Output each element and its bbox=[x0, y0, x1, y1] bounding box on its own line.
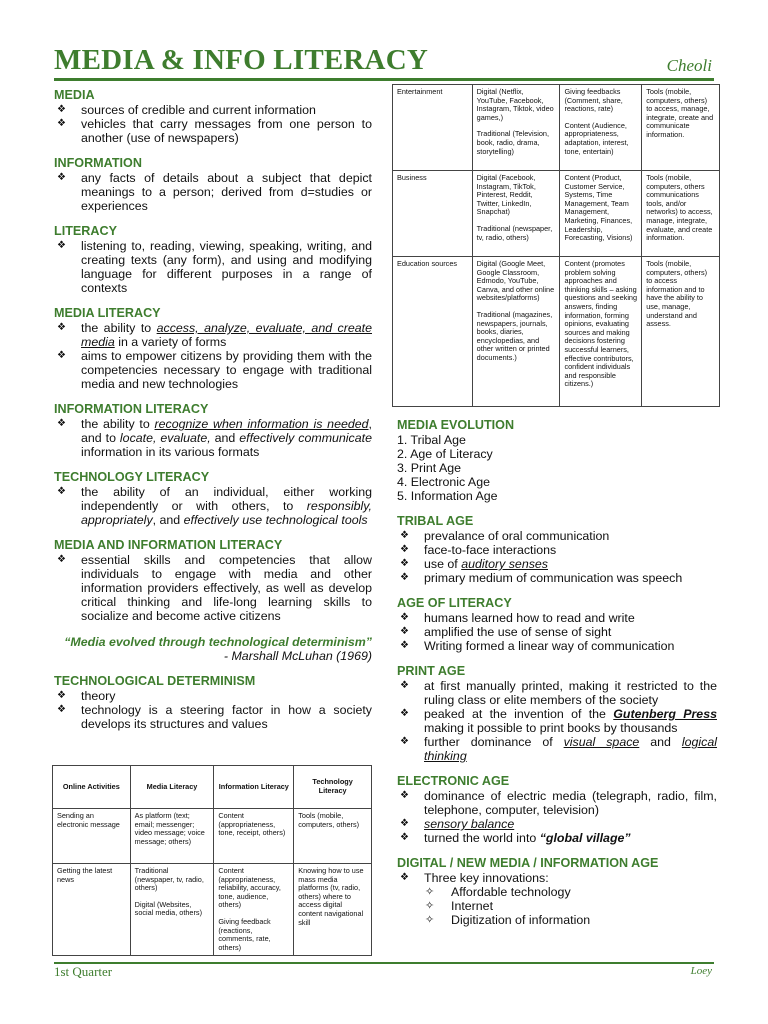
quote-author: - Marshall McLuhan (1969) bbox=[223, 649, 372, 663]
heading-print-age: PRINT AGE bbox=[397, 664, 466, 678]
heading-media: MEDIA bbox=[54, 88, 95, 102]
text-segment: use of bbox=[424, 557, 462, 571]
table-row bbox=[53, 809, 372, 864]
heading-literacy: LITERACY bbox=[54, 224, 117, 238]
list-item: ❖ listening to, reading, viewing, speaking, writing, and creating texts (any form), and using and modifying language for different purposes in a range of contexts bbox=[54, 239, 372, 295]
heading-digital-age: DIGITAL / NEW MEDIA / INFORMATION AGE bbox=[397, 856, 659, 870]
text-segment: the ability to bbox=[81, 321, 157, 335]
cell-text: Content (Audience, appropriateness, adaptation, interest, tone, entertain) bbox=[564, 120, 629, 156]
information-list bbox=[54, 171, 372, 213]
list-item: ❖ technology is a steering factor in how a society develops its structures and values bbox=[54, 703, 372, 731]
heading-information-literacy: INFORMATION LITERACY bbox=[54, 402, 209, 416]
table-cell bbox=[560, 257, 642, 407]
table-row bbox=[53, 864, 372, 956]
list-item: ❖ face-to-face interactions bbox=[397, 543, 717, 557]
list-item: ❖ prevalance of oral communication bbox=[397, 529, 717, 543]
list-item: ❖ humans learned how to read and write bbox=[397, 611, 717, 625]
text-segment: in a variety of forms bbox=[114, 335, 227, 349]
cell-text: Content (appropriateness, tone, receipt, others) bbox=[218, 811, 286, 838]
list-item: 3. Print Age bbox=[397, 461, 462, 475]
table-cell bbox=[560, 85, 642, 171]
cell-text: Digital (Google Meet, Google Classroom, Edmodo, YouTube, Canva, and other online websites/platforms) bbox=[476, 259, 555, 303]
cell-text: Content (Product, Customer Service, Systems, Time Management, Team Management, Marketing, Finances, Leadership, Forecasting, Visions) bbox=[564, 173, 633, 243]
list-item: ✧ Affordable technology bbox=[397, 885, 717, 899]
table-cell bbox=[130, 809, 214, 864]
list-item: ❖ any facts of details about a subject that depict meanings to a person; derived from d=studies or experiences bbox=[54, 171, 372, 213]
text-segment: the ability to bbox=[81, 417, 155, 431]
emphasis-text: sensory balance bbox=[424, 817, 515, 831]
media-list bbox=[54, 103, 372, 145]
table-cell bbox=[214, 809, 294, 864]
list-item bbox=[397, 557, 717, 571]
literacy-age-list bbox=[397, 611, 717, 653]
tech-determinism-list bbox=[54, 689, 372, 731]
list-item bbox=[54, 485, 372, 527]
list-item: ❖ Three key innovations: bbox=[397, 871, 717, 885]
emphasis-text: auditory senses bbox=[461, 557, 548, 571]
cell-text: Knowing how to use mass media platforms (tv, radio, others) where to access digital content navigational skill bbox=[298, 866, 364, 927]
table-cell bbox=[642, 85, 720, 171]
cell-text: As platform (text; email; messenger; video message; voice message; others) bbox=[134, 811, 205, 846]
text-segment: and bbox=[639, 735, 682, 749]
list-item: 2. Age of Literacy bbox=[397, 447, 493, 461]
list-item bbox=[54, 417, 372, 459]
list-item: ❖ Writing formed a linear way of communication bbox=[397, 639, 717, 653]
list-item: ❖ at first manually printed, making it restricted to the ruling class or elite members of the society bbox=[397, 679, 717, 707]
table-cell bbox=[560, 171, 642, 257]
emphasis-text: effectively communicate bbox=[239, 431, 372, 445]
top-rule bbox=[54, 78, 714, 81]
table-cell bbox=[53, 864, 131, 956]
list-item bbox=[397, 831, 717, 845]
mil-list bbox=[54, 553, 372, 623]
list-item: ❖ essential skills and competencies that allow individuals to engage with media and other information providers effectively, as well as develop critical thinking and life-long learning skills to socialize and become active citizens bbox=[54, 553, 372, 623]
table-cell bbox=[294, 809, 372, 864]
author-name: Cheoli bbox=[666, 56, 712, 75]
cell-text: Content (appropriateness, reliability, accuracy, tone, audience, others) bbox=[218, 866, 281, 910]
heading-mil: MEDIA AND INFORMATION LITERACY bbox=[54, 538, 283, 552]
emphasis-text: recognize when information is needed bbox=[154, 417, 369, 431]
cell-text: Education sources bbox=[397, 259, 458, 268]
emphasis-text: responsibly, appropriately bbox=[81, 499, 372, 527]
list-item bbox=[397, 817, 717, 831]
electronic-list bbox=[397, 789, 717, 845]
emphasis-text: access, analyze, evaluate, and create media bbox=[81, 321, 372, 349]
innovations-list bbox=[397, 885, 717, 927]
table-cell bbox=[393, 257, 473, 407]
text-segment: , and to bbox=[81, 417, 372, 445]
list-item: ✧ Digitization of information bbox=[397, 913, 717, 927]
bottom-rule bbox=[54, 962, 714, 964]
emphasis-text: logical thinking bbox=[424, 735, 718, 763]
column-header: Information Literacy bbox=[214, 766, 294, 809]
cell-text: Tools (mobile, computers, others) to access information and to have the ability to use, manage, understand and assess. bbox=[646, 259, 708, 329]
text-segment: and bbox=[210, 431, 240, 445]
heading-technological-determinism: TECHNOLOGICAL DETERMINISM bbox=[54, 674, 256, 688]
information-literacy-list bbox=[54, 417, 372, 459]
emphasis-text: “global village” bbox=[539, 831, 631, 845]
cell-text: Traditional (newspaper, tv, radio, others) bbox=[134, 866, 204, 893]
list-item: 4. Electronic Age bbox=[397, 475, 490, 489]
list-item: ❖ amplified the use of sense of sight bbox=[397, 625, 717, 639]
table-row bbox=[393, 85, 720, 171]
cell-text: Business bbox=[397, 173, 427, 182]
heading-tribal-age: TRIBAL AGE bbox=[397, 514, 474, 528]
context-table bbox=[392, 84, 720, 407]
footer-quarter: 1st Quarter bbox=[54, 964, 113, 979]
cell-text: Getting the latest news bbox=[57, 866, 113, 884]
list-item: ❖ aims to empower citizens by providing them with the competencies necessary to engage with traditional media and new technologies bbox=[54, 349, 372, 391]
table-row bbox=[393, 171, 720, 257]
list-item: ❖ vehicles that carry messages from one person to another (use of newspapers) bbox=[54, 117, 372, 145]
table-cell bbox=[393, 85, 473, 171]
table-cell bbox=[472, 257, 560, 407]
cell-text: Tools (mobile, computers, others) bbox=[298, 811, 360, 829]
list-item: ❖ sources of credible and current information bbox=[54, 103, 372, 117]
heading-electronic-age: ELECTRONIC AGE bbox=[397, 774, 510, 788]
tribal-list bbox=[397, 529, 717, 585]
table-cell bbox=[294, 864, 372, 956]
cell-text: Giving feedback (reactions, comments, rate, others) bbox=[218, 916, 271, 952]
text-segment: further dominance of bbox=[424, 735, 564, 749]
table-cell bbox=[472, 171, 560, 257]
table-cell bbox=[214, 864, 294, 956]
print-list bbox=[397, 679, 717, 763]
table-header-row bbox=[53, 766, 372, 809]
cell-text: Entertainment bbox=[397, 87, 443, 96]
heading-information: INFORMATION bbox=[54, 156, 142, 170]
list-item: ❖ theory bbox=[54, 689, 372, 703]
column-header: Online Activities bbox=[53, 766, 131, 809]
list-item bbox=[397, 735, 717, 763]
footer-signature: Loey bbox=[690, 965, 712, 977]
right-column bbox=[397, 418, 717, 927]
list-item: ❖ primary medium of communication was speech bbox=[397, 571, 717, 585]
cell-text: Tools (mobile, computers, others) to access, manage, integrate, create and communicate information. bbox=[646, 87, 714, 139]
media-literacy-list bbox=[54, 321, 372, 391]
heading-technology-literacy: TECHNOLOGY LITERACY bbox=[54, 470, 210, 484]
cell-text: Traditional (magazines, newspapers, journals, books, diaries, encyclopedias, and other written or printed documents.) bbox=[476, 309, 553, 362]
heading-media-literacy: MEDIA LITERACY bbox=[54, 306, 161, 320]
cell-text: Traditional (newspaper, tv, radio, others) bbox=[476, 223, 553, 242]
emphasis-text: effectively use technological tools bbox=[183, 513, 368, 527]
heading-media-evolution: MEDIA EVOLUTION bbox=[397, 418, 515, 432]
text-segment: making it possible to print books by thousands bbox=[424, 721, 678, 735]
cell-text: Content (promotes problem solving approaches and thinking skills – asking questions and seeking answers, finding information, forming opinions, evaluating sources and making decisions fostering successful learners, effective contributors, confident individuals and responsible citizens.) bbox=[564, 259, 638, 389]
cell-text: Giving feedbacks (Comment, share, reactions, rate) bbox=[564, 87, 623, 114]
cell-text: Digital (Websites, social media, others) bbox=[134, 899, 202, 918]
text-segment: turned the world into bbox=[424, 831, 540, 845]
literacy-list bbox=[54, 239, 372, 295]
emphasis-text: locate, evaluate, bbox=[119, 431, 211, 445]
list-item bbox=[397, 707, 717, 735]
cell-text: Traditional (Television, book, radio, drama, storytelling) bbox=[476, 129, 549, 156]
table-cell bbox=[472, 85, 560, 171]
technology-literacy-list bbox=[54, 485, 372, 527]
table-cell bbox=[642, 171, 720, 257]
list-item: ❖ dominance of electric media (telegraph, radio, film, telephone, computer, television) bbox=[397, 789, 717, 817]
page-title: MEDIA & INFO LITERACY bbox=[54, 44, 428, 76]
list-item bbox=[54, 321, 372, 349]
cell-text: Digital (Facebook, Instagram, TikTok, Pinterest, Reddit, Twitter, LinkedIn, Snapchat) bbox=[476, 173, 536, 217]
text-segment: information in its various formats bbox=[81, 445, 260, 459]
text-segment: , and bbox=[152, 513, 184, 527]
quote-text: “Media evolved through technological determinism” bbox=[64, 635, 372, 649]
emphasis-text: Gutenberg Press bbox=[613, 707, 717, 721]
column-header: Technology Literacy bbox=[294, 766, 372, 809]
cell-text: Digital (Netflix, YouTube, Facebook, Instagram, Tiktok, video games,) bbox=[476, 87, 554, 122]
left-column bbox=[54, 88, 372, 731]
table-cell bbox=[642, 257, 720, 407]
text-segment: the ability of an individual, either working independently or with others, to bbox=[81, 485, 372, 513]
evolution-list bbox=[397, 433, 717, 503]
table-cell bbox=[130, 864, 214, 956]
list-item: 5. Information Age bbox=[397, 489, 498, 503]
heading-age-of-literacy: AGE OF LITERACY bbox=[397, 596, 512, 610]
emphasis-text: visual space bbox=[563, 735, 640, 749]
digital-list bbox=[397, 871, 717, 885]
table-row bbox=[393, 257, 720, 407]
table-cell bbox=[53, 809, 131, 864]
table-cell bbox=[393, 171, 473, 257]
text-segment: peaked at the invention of the bbox=[424, 707, 614, 721]
list-item: 1. Tribal Age bbox=[397, 433, 466, 447]
cell-text: Sending an electronic message bbox=[57, 811, 120, 829]
cell-text: Tools (mobile, computers, others communications tools, and/or networks) to access, manage, integrate, evaluate, and create information. bbox=[646, 173, 713, 243]
list-item: ✧ Internet bbox=[397, 899, 717, 913]
column-header: Media Literacy bbox=[130, 766, 214, 809]
online-activities-table bbox=[52, 765, 372, 956]
